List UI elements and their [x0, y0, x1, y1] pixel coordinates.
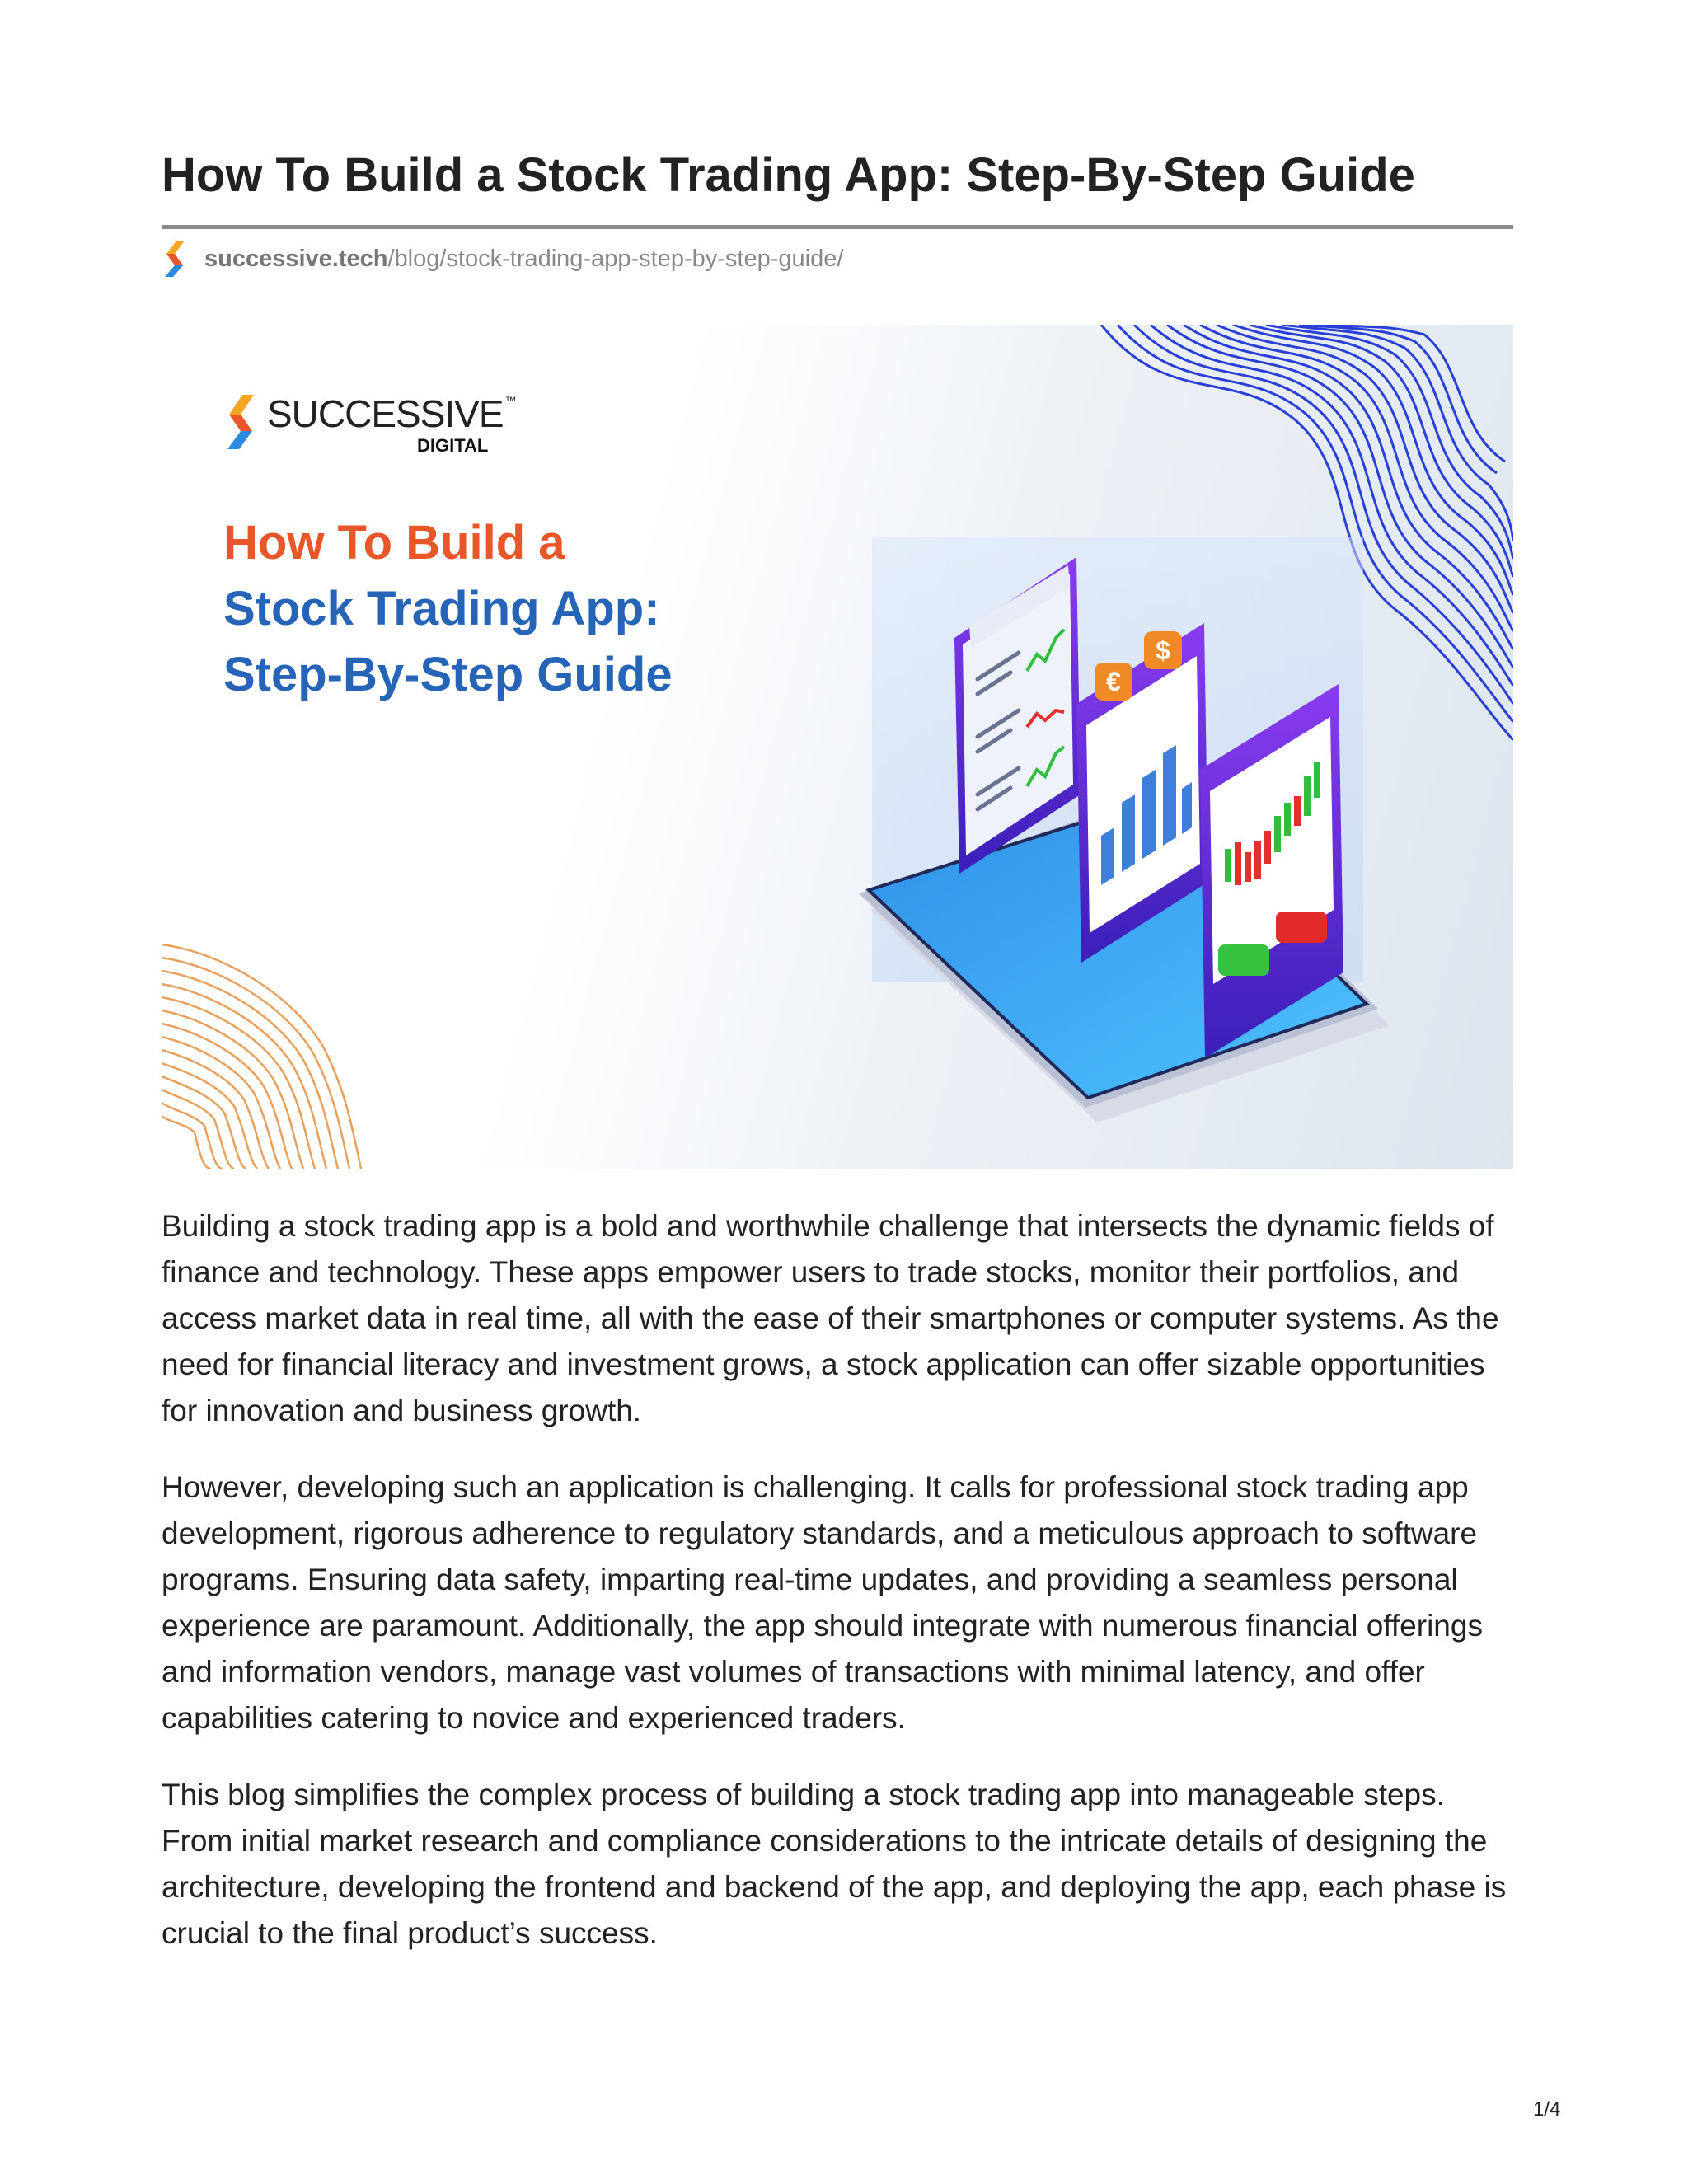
paragraph-text: However, developing such an application is challenging. It calls for professional stock trading app development, rigorous adherence to regulatory standards, and a meticulous approach to software programs. Ensuring data safety, imparting real-time updates, and providing a seamless personal experience are paramount. Additionally, the app should integrate with numerous financial offerings and information vendors, manage vast volumes of transactions with minimal latency, and offer capabilities catering to novice and experienced traders.	[162, 1470, 1483, 1735]
title-divider	[162, 225, 1513, 229]
paragraph	[162, 1465, 1522, 1741]
hero-image	[162, 325, 1513, 1169]
brand-name: SUCCESSIVE ™	[267, 392, 516, 435]
paragraph	[162, 1772, 1522, 1957]
brand-subtitle: DIGITAL	[417, 435, 489, 456]
successive-mark-icon	[227, 395, 260, 449]
source-link[interactable]	[165, 241, 843, 277]
hero-heading-line-1: How To Build a	[223, 516, 565, 569]
page-number: 1/4	[1533, 2098, 1561, 2121]
dollar-icon: $	[1156, 635, 1170, 665]
hero-illustration	[162, 325, 1513, 1169]
page-title: How To Build a Stock Trading App: Step-By-Step Guide	[162, 148, 1415, 202]
orange-wave-decoration	[162, 944, 361, 1169]
paragraph-text: This blog simplifies the complex process of building a stock trading app into manageable steps. From initial market research and compliance considerations to the intricate details of designing the architecture, developing the frontend and backend of the app, and deploying the app, each phase is crucial to the final product’s success.	[162, 1778, 1507, 1950]
hero-heading-line-3: Step-By-Step Guide	[223, 648, 673, 701]
successive-logo-icon	[165, 241, 190, 277]
source-domain: successive.tech	[204, 245, 388, 272]
source-path: /blog/stock-trading-app-step-by-step-guide/	[387, 245, 844, 272]
paragraph	[162, 1203, 1522, 1434]
hero-heading-line-2: Stock Trading App:	[223, 582, 660, 635]
paragraph-text: Building a stock trading app is a bold and worthwhile challenge that intersects the dynamic fields of finance and technology. These apps empower users to trade stocks, monitor their portfolios, and access market data in real time, all with the ease of their smartphones or computer systems. As the need for financial literacy and investment grows, a stock application can offer sizable opportunities for innovation and business growth.	[162, 1209, 1499, 1427]
euro-icon: €	[1106, 667, 1121, 696]
